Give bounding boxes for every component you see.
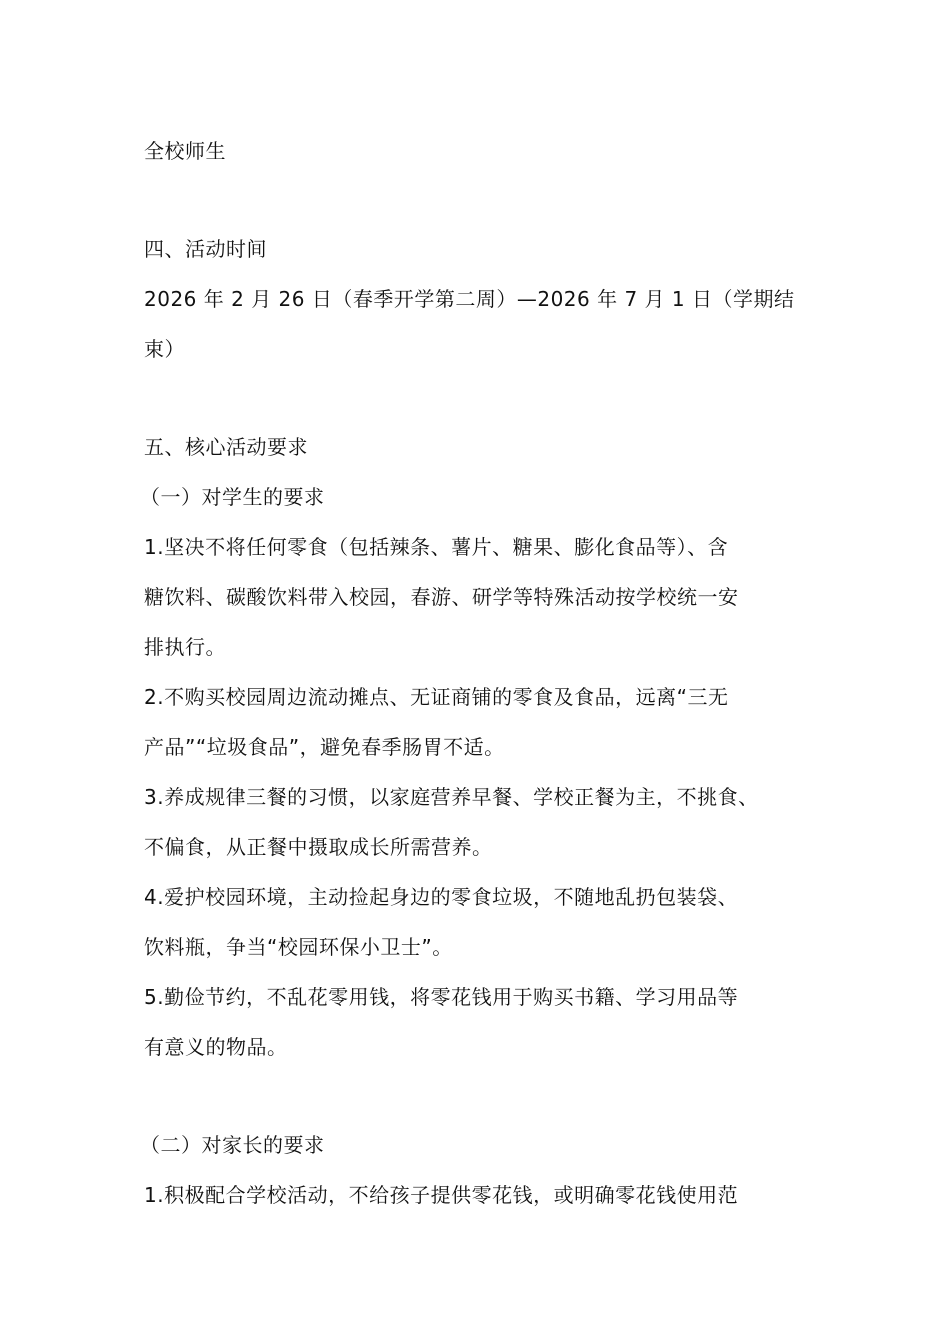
paragraph-line: 糖饮料、碳酸饮料带入校园，春游、研学等特殊活动按学校统一安 <box>144 585 739 609</box>
paragraph-line: 3.养成规律三餐的习惯，以家庭营养早餐、学校正餐为主，不挑食、 <box>144 785 759 809</box>
paragraph-line: 有意义的物品。 <box>144 1035 288 1059</box>
paragraph-line: 不偏食，从正餐中摄取成长所需营养。 <box>144 835 493 859</box>
subsection-heading-parents: （二）对家长的要求 <box>140 1133 325 1157</box>
section-heading-time: 四、活动时间 <box>144 237 267 261</box>
paragraph-line: 1.积极配合学校活动，不给孩子提供零花钱，或明确零花钱使用范 <box>144 1183 739 1207</box>
paragraph-line: 饮料瓶，争当“校园环保小卫士”。 <box>144 935 453 959</box>
paragraph-line: 2026 年 2 月 26 日（春季开学第二周）—2026 年 7 月 1 日（学期结 <box>144 287 795 311</box>
participants-text: 全校师生 <box>144 139 226 163</box>
subsection-heading-students: （一）对学生的要求 <box>140 485 325 509</box>
paragraph-line: 束） <box>144 337 185 361</box>
paragraph-line: 4.爱护校园环境，主动捡起身边的零食垃圾，不随地乱扔包装袋、 <box>144 885 739 909</box>
paragraph-line: 5.勤俭节约，不乱花零用钱，将零花钱用于购买书籍、学习用品等 <box>144 985 739 1009</box>
paragraph-line: 产品”“垃圾食品”，避免春季肠胃不适。 <box>144 735 505 759</box>
paragraph-line: 2.不购买校园周边流动摊点、无证商铺的零食及食品，远离“三无 <box>144 685 729 709</box>
paragraph-line: 1.坚决不将任何零食（包括辣条、薯片、糖果、膨化食品等）、含 <box>144 535 729 559</box>
section-heading-requirements: 五、核心活动要求 <box>144 435 308 459</box>
paragraph-line: 排执行。 <box>144 635 226 659</box>
